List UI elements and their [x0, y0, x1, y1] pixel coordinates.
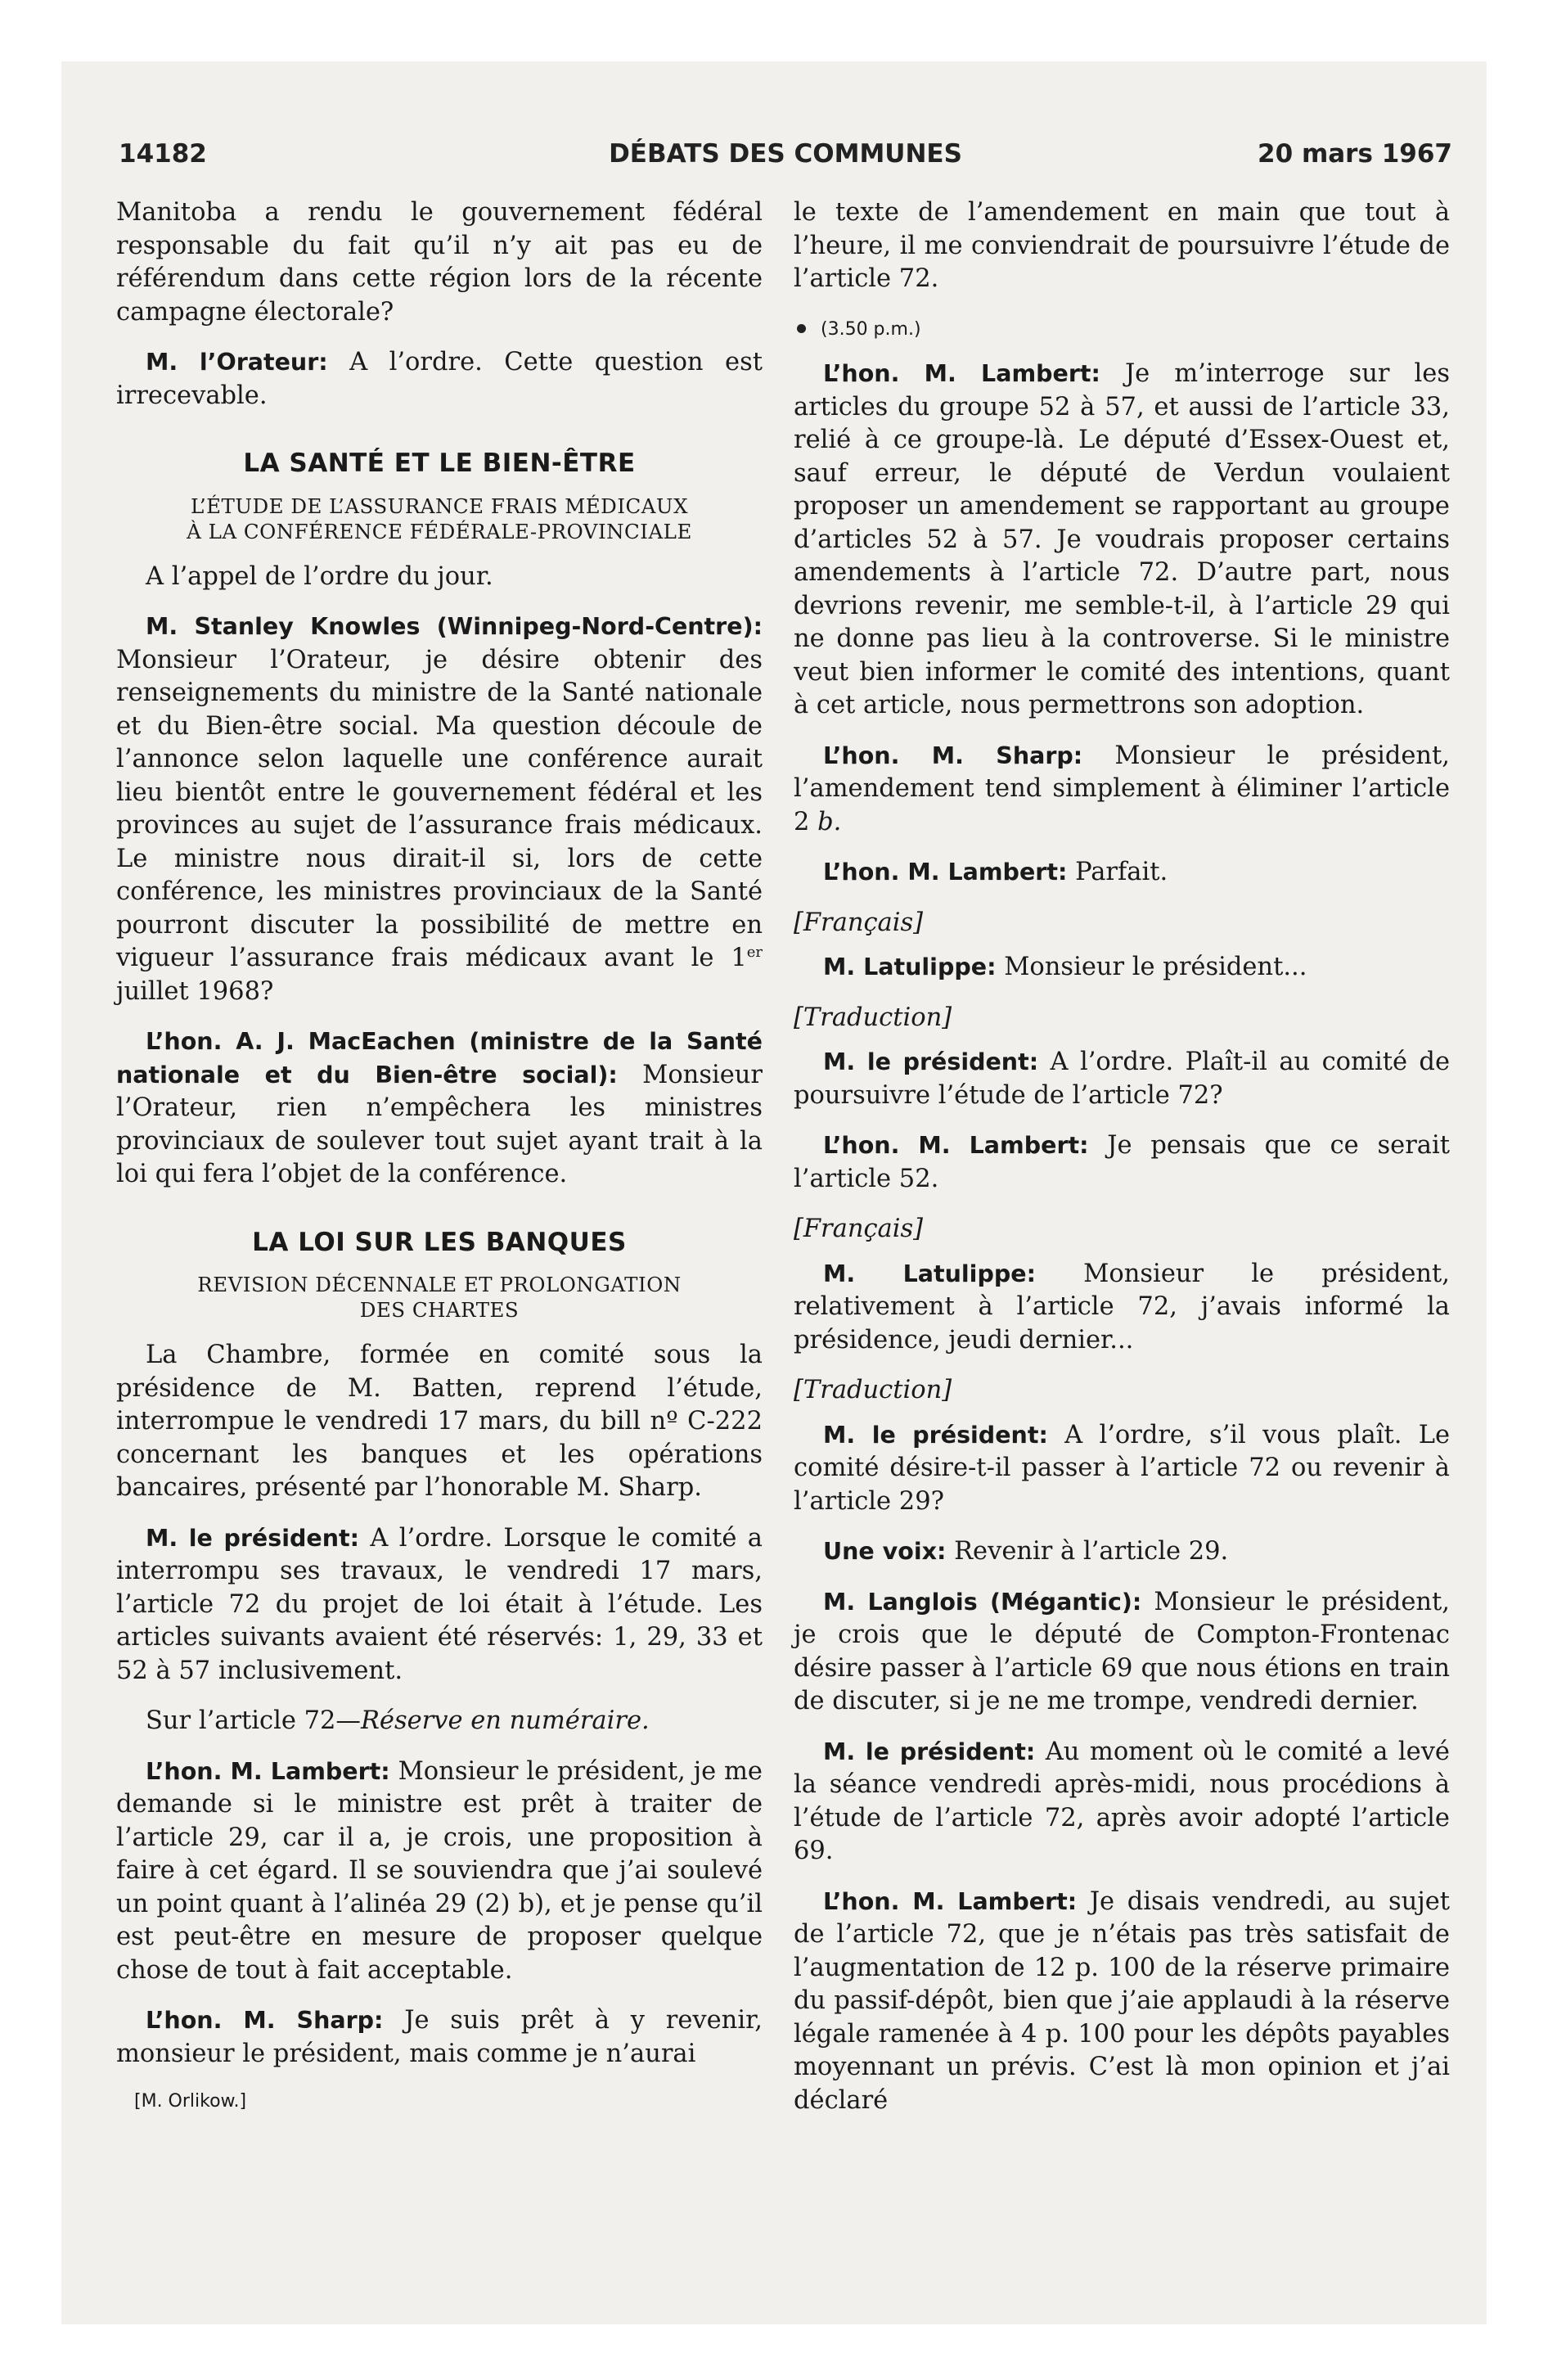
page-date: 20 mars 1967: [1258, 139, 1452, 169]
speech: M. Stanley Knowles (Winnipeg-Nord-Centre): Monsieur l’Orateur, je désire obtenir des renseignements du ministre de la Santé nationale et du Bien-être social. Ma question découle de l’annonce selon laquelle une conférence aurait lieu bientôt entre le gouvernement fédéral et les provinces au sujet de l’assurance frais médicaux. Le ministre nous dirait-il si, lors de cette conférence, les ministres provinciaux de la Santé pourront discuter la possibilité de mettre en vigueur l’assurance frais médicaux avant le 1er juillet 1968?: [116, 613, 763, 1006]
time-marker: (3.50 p.m.): [794, 313, 1450, 347]
speech: [116, 346, 763, 412]
speech-text: Revenir à l’article 29.: [954, 1537, 1229, 1566]
paragraph: La Chambre, formée en comité sous la présidence de M. Batten, reprend l’étude, interrompue le vendredi 17 mars, du bill nº C-222 concernant les banques et les opérations bancaires, présenté par l’honorable M. Sharp.: [116, 1341, 763, 1502]
page-header: [119, 139, 1452, 172]
speaker-name: M. le président:: [146, 1524, 360, 1552]
speech-text: Je suis prêt à y revenir, monsieur le président, mais comme je n’aurai: [116, 2006, 763, 2068]
speech-text: Parfait.: [1075, 858, 1168, 886]
speech: [794, 1419, 1450, 1519]
section-subheading: REVISION DÉCENNALE ET PROLONGATION DES CHARTES: [197, 1273, 682, 1322]
speech-text: Monsieur le président...: [1004, 953, 1307, 981]
speech-text: Monsieur le président, relativement à l’article 72, j’avais informé la présidence, jeudi dernier...: [794, 1259, 1450, 1355]
speech: [116, 2004, 763, 2071]
speech-text: Je m’interroge sur les articles du groupe 52 à 57, et aussi de l’article 33, relié à ce groupe-là. Le député d’Essex-Ouest et, sauf erreur, le député de Verdun voulaient proposer un amendement se rapportant au groupe d’articles 52 à 57. Je voudrais proposer certains amendements à l’article 72. D’autre part, nous devrions revenir, me semble-t-il, à l’article 29 qui ne donne pas lieu à la controverse. Si le ministre veut bien informer le comité des intentions, quant à cet article, nous permettrons son adoption.: [794, 359, 1450, 719]
speech-text: Monsieur le président, je crois que le député de Compton-Frontenac désire passer à l’article 69 que nous étions en train de discuter, si je ne me trompe, vendredi dernier.: [794, 1587, 1450, 1715]
speech: [794, 1046, 1450, 1112]
speaker-name: L’hon. M. Sharp:: [823, 741, 1083, 769]
speech-text: Au moment où le comité a levé la séance vendredi après-midi, nous procédions à l’étude de l’article 72, après avoir adopté l’article 69.: [794, 1737, 1450, 1865]
speech-text: Monsieur le président, l’amendement tend simplement à éliminer l’article 2: [794, 741, 1451, 836]
paragraph: A l’appel de l’ordre du jour.: [146, 561, 493, 591]
speech-text: A l’ordre. Cette question est irrecevable.: [116, 348, 763, 410]
publication-title: DÉBATS DES COMMUNES: [609, 139, 962, 169]
speaker-name: Une voix:: [823, 1538, 947, 1565]
speaker-name: M. le président:: [823, 1048, 1039, 1075]
paragraph: le texte de l’amendement en main que tout à l’heure, il me conviendrait de poursuivre l’étude de l’article 72.: [794, 198, 1450, 293]
speaker-name: L’hon. A. J. MacEachen (ministre de la Santé nationale et du Bien-être social):: [116, 1028, 763, 1089]
bullet-icon: [797, 324, 806, 333]
speech: [794, 1886, 1450, 2118]
speaker-name: M. l’Orateur:: [146, 349, 328, 376]
speech: [794, 358, 1450, 723]
speaker-name: L’hon. M. Lambert:: [823, 859, 1068, 886]
paragraph: Manitoba a rendu le gouvernement fédéral responsable du fait qu’il n’y ait pas eu de référendum dans cette région lors de la récente campagne électorale?: [116, 198, 763, 327]
footnote: [M. Orlikow.]: [134, 2091, 247, 2112]
language-marker: [Français]: [794, 908, 924, 937]
speech: [794, 856, 1450, 890]
language-marker: [Français]: [794, 1215, 924, 1243]
section-heading: LA SANTÉ ET LE BIEN-ÊTRE: [243, 449, 636, 478]
section-heading: LA LOI SUR LES BANQUES: [252, 1227, 627, 1257]
speech-text: Monsieur le président, je me demande si le ministre est prêt à traiter de l’article 29, car il a, je crois, une proposition à faire à cet égard. Il se souviendra que j’ai soulevé un point quant à l’alinéa 29 (2) b), et je pense qu’il est peut-être en mesure de proposer quelque chose de tout à fait acceptable.: [116, 1756, 763, 1985]
speech: [794, 951, 1450, 985]
speaker-name: M. Latulippe:: [823, 1260, 1036, 1287]
speaker-name: L’hon. M. Sharp:: [146, 2007, 384, 2034]
speech-text: Je disais vendredi, au sujet de l’article 72, que je n’étais pas très satisfait de l’augmentation de 12 p. 100 de la réserve primaire du passif-dépôt, bien que j’aie applaudi à la réserve légale ramenée à 4 p. 100 pour les dépôts payables moyennant un prévis. C’est là mon opinion et j’ai déclaré: [794, 1886, 1450, 2115]
speaker-name: M. le président:: [823, 1738, 1036, 1765]
speech-text: A l’ordre, s’il vous plaît. Le comité désire-t-il passer à l’article 72 ou revenir à l’article 29?: [794, 1420, 1450, 1516]
speaker-name: L’hon. M. Lambert:: [823, 360, 1100, 387]
language-marker: [Traduction]: [794, 1376, 952, 1404]
speech: [116, 1025, 763, 1192]
speaker-name: L’hon. M. Lambert:: [823, 1887, 1078, 1915]
speech: [794, 1258, 1450, 1358]
page-number: 14182: [119, 139, 207, 169]
speaker-name: L’hon. M. Lambert:: [823, 1132, 1089, 1159]
right-column: [794, 196, 1450, 2134]
speech: L’hon. M. Sharp: Monsieur le président, l’amendement tend simplement à éliminer l’article 2 b.: [794, 741, 1451, 836]
speech-text: A l’ordre. Lorsque le comité a interrompu ses travaux, le vendredi 17 mars, l’article 72 du projet de loi était à l’étude. Les articles suivants avaient été réservés: 1, 29, 33 et 52 à 57 inclusivement.: [116, 1523, 763, 1685]
left-column: [116, 196, 763, 2119]
section-subheading: L’ÉTUDE DE L’ASSURANCE FRAIS MÉDICAUX À LA CONFÉRENCE FÉDÉRALE-PROVINCIALE: [187, 494, 692, 543]
speech-text: Monsieur l’Orateur, rien n’empêchera les ministres provinciaux de soulever tout sujet ayant trait à la loi qui fera l’objet de la conférence.: [116, 1060, 763, 1188]
paragraph: Sur l’article 72—Réserve en numéraire.: [146, 1706, 650, 1735]
speaker-name: M. le président:: [823, 1421, 1048, 1449]
speech: [116, 1756, 763, 1988]
speech-text: Monsieur l’Orateur, je désire obtenir des renseignements du ministre de la Santé nationale et du Bien-être social. Ma question découle de l’annonce selon laquelle une conférence aurait lieu bientôt entre le gouvernement fédéral et les provinces au sujet de l’assurance frais médicaux. Le ministre nous dirait-il si, lors de cette conférence, les ministres provinciaux de la Santé pourront discuter la possibilité de mettre en vigueur l’assurance frais médicaux avant le 1: [116, 645, 763, 972]
speech: [794, 1129, 1450, 1196]
speech-text: Je pensais que ce serait l’article 52.: [794, 1131, 1450, 1193]
speech: [794, 1586, 1450, 1719]
speech-text: A l’ordre. Plaît-il au comité de poursuivre l’étude de l’article 72?: [794, 1048, 1450, 1110]
speech: [116, 1522, 763, 1688]
speech: [794, 1535, 1450, 1569]
speaker-name: M. Stanley Knowles (Winnipeg-Nord-Centre):: [146, 613, 763, 640]
language-marker: [Traduction]: [794, 1003, 952, 1032]
speaker-name: M. Latulippe:: [823, 953, 997, 980]
speech: [794, 1736, 1450, 1868]
speaker-name: L’hon. M. Lambert:: [146, 1757, 390, 1785]
speaker-name: M. Langlois (Mégantic):: [823, 1588, 1142, 1616]
